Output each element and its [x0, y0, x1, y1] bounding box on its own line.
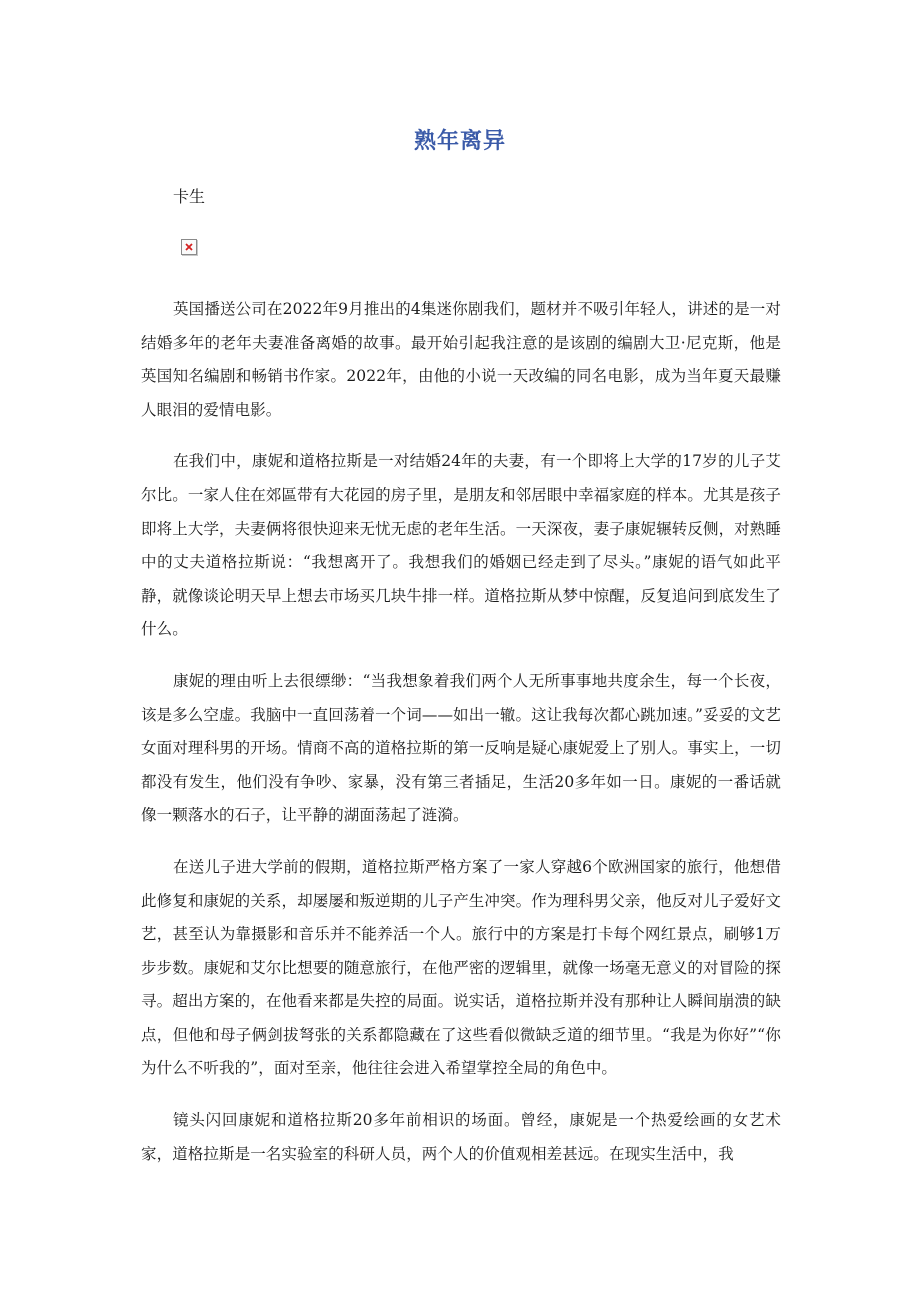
broken-image-icon: [181, 239, 197, 255]
paragraph-5: 镜头闪回康妮和道格拉斯20多年前相识的场面。曾经，康妮是一个热爱绘画的女艺术家，道格拉斯是一名实验室的科研人员，两个人的价值观相差甚远。在现实生活中，我: [141, 1111, 781, 1163]
article-body: [141, 293, 781, 1189]
paragraph-3: 康妮的理由听上去很缥缈：“当我想象着我们两个人无所事事地共度余生，每一个长夜，该是多么空虚。我脑中一直回荡着一个词——如出一辙。这让我每次都心跳加速。”妥妥的文艺女面对理科男的开场。情商不高的道格拉斯的第一反响是疑心康妮爱上了别人。事实上，一切都没有发生，他们没有争吵、家暴，没有第三者插足，生活20多年如一日。康妮的一番话就像一颗落水的石子，让平静的湖面荡起了涟漪。: [141, 671, 781, 825]
paragraph-4: 在送儿子进大学前的假期，道格拉斯严格方案了一家人穿越6个欧洲国家的旅行，他想借此修复和康妮的关系，却屡屡和叛逆期的儿子产生冲突。作为理科男父亲，他反对儿子爱好文艺，甚至认为靠摄影和音乐并不能养活一个人。旅行中的方案是打卡每个网红景点，刷够1万步步数。康妮和艾尔比想要的随意旅行，在他严密的逻辑里，就像一场毫无意义的对冒险的探寻。超出方案的，在他看来都是失控的局面。说实话，道格拉斯并没有那种让人瞬间崩溃的缺点，但他和母子俩剑拔弩张的关系都隐藏在了这些看似微缺乏道的细节里。“我是为你好”“你为什么不听我的”，面对至亲，他往往会进入希望掌控全局的角色中。: [141, 857, 781, 1078]
paragraph-1: 英国播送公司在2022年9月推出的4集迷你剧我们，题材并不吸引年轻人，讲述的是一对结婚多年的老年夫妻准备离婚的故事。最开始引起我注意的是该剧的编剧大卫·尼克斯，他是英国知名编剧和畅销书作家。2022年，由他的小说一天改编的同名电影，成为当年夏天最赚人眼泪的爱情电影。: [141, 300, 781, 419]
paragraph-2: 在我们中，康妮和道格拉斯是一对结婚24年的夫妻，有一个即将上大学的17岁的儿子艾尔比。一家人住在郊區带有大花园的房子里，是朋友和邻居眼中幸福家庭的样本。尤其是孩子即将上大学，夫妻俩将很快迎来无忧无虑的老年生活。一天深夜，妻子康妮辗转反侧，对熟睡中的丈夫道格拉斯说：“我想离开了。我想我们的婚姻已经走到了尽头。”康妮的语气如此平静，就像谈论明天早上想去市场买几块牛排一样。道格拉斯从梦中惊醒，反复追问到底发生了什么。: [141, 452, 781, 639]
red-x-icon: [185, 243, 193, 251]
article-title: 熟年离异: [413, 129, 506, 154]
article-author: 卡生: [173, 187, 206, 206]
